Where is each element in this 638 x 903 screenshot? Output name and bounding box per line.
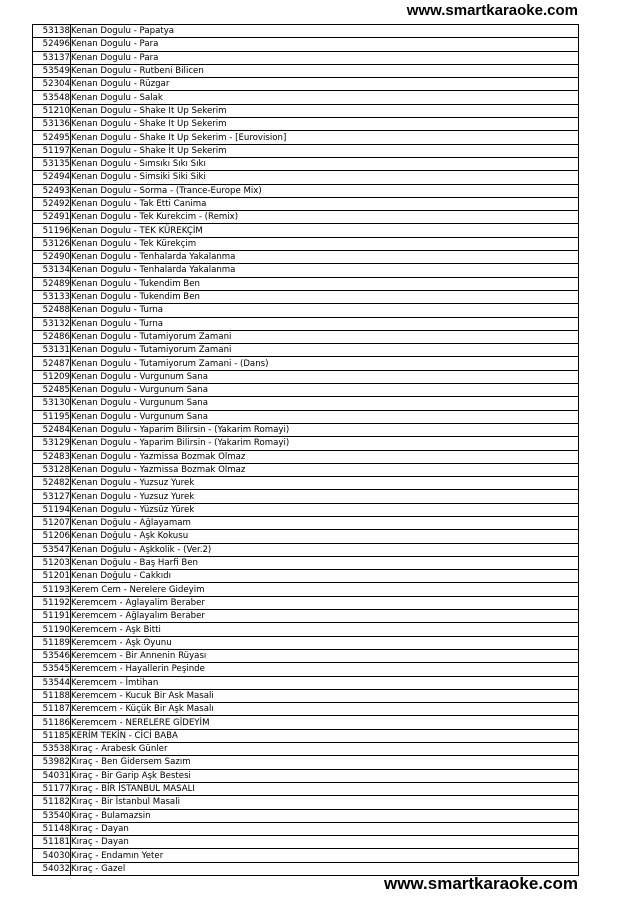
song-row: [33, 782, 579, 795]
song-number: 53982: [33, 756, 71, 769]
song-title: Kenan Doğulu - Aşk Kokusu: [71, 530, 579, 543]
song-title: Kenan Dogulu - Papatya: [71, 25, 579, 38]
song-title: Kıraç - Dayan: [71, 836, 579, 849]
song-number: 52482: [33, 477, 71, 490]
song-number: 53137: [33, 51, 71, 64]
song-row: [33, 809, 579, 822]
song-number: 51189: [33, 636, 71, 649]
song-row: [33, 836, 579, 849]
song-number: 51206: [33, 530, 71, 543]
song-number: 53549: [33, 64, 71, 77]
song-title: Kıraç - Ben Gidersem Sazım: [71, 756, 579, 769]
song-number: 53126: [33, 237, 71, 250]
song-number: 53546: [33, 649, 71, 662]
song-title: Kıraç - Arabesk Günler: [71, 743, 579, 756]
song-title: Kenan Dogulu - Vurgunum Sana: [71, 410, 579, 423]
song-number: 51188: [33, 689, 71, 702]
song-number: 51148: [33, 822, 71, 835]
song-row: [33, 251, 579, 264]
song-number: 51201: [33, 570, 71, 583]
song-title: Kenan Dogulu - Sorma - (Trance-Europe Mix): [71, 184, 579, 197]
song-number: 51185: [33, 729, 71, 742]
song-row: [33, 357, 579, 370]
song-row: [33, 118, 579, 131]
song-row: [33, 330, 579, 343]
song-number: 53136: [33, 118, 71, 131]
song-row: [33, 583, 579, 596]
song-title: Kenan Dogulu - Para: [71, 51, 579, 64]
song-row: [33, 91, 579, 104]
song-row: [33, 51, 579, 64]
song-title: Kenan Dogulu - Tutamiyorum Zamani - (Dans): [71, 357, 579, 370]
song-number: 51209: [33, 370, 71, 383]
song-title: Kenan Doğulu - Baş Harfi Ben: [71, 556, 579, 569]
song-row: [33, 237, 579, 250]
song-title: Kenan Dogulu - Vurgunum Sana: [71, 370, 579, 383]
song-number: 53544: [33, 676, 71, 689]
song-title: Keremcem - Kucuk Bir Ask Masali: [71, 689, 579, 702]
song-number: 53547: [33, 543, 71, 556]
song-number: 51196: [33, 224, 71, 237]
song-row: [33, 317, 579, 330]
song-row: [33, 78, 579, 91]
song-number: 51192: [33, 596, 71, 609]
song-row: [33, 796, 579, 809]
song-number: 52483: [33, 450, 71, 463]
song-title: Kıraç - BİR İSTANBUL MASALI: [71, 782, 579, 795]
song-number: 52487: [33, 357, 71, 370]
song-number: 51210: [33, 104, 71, 117]
song-title: Kenan Dogulu - Para: [71, 38, 579, 51]
song-row: [33, 516, 579, 529]
song-row: [33, 64, 579, 77]
song-row: [33, 224, 579, 237]
song-title: Kenan Dogulu - Yuzsuz Yurek: [71, 490, 579, 503]
song-row: [33, 463, 579, 476]
song-number: 51194: [33, 503, 71, 516]
song-number: 53129: [33, 437, 71, 450]
song-row: [33, 157, 579, 170]
song-title: Kıraç - Dayan: [71, 822, 579, 835]
song-row: [33, 756, 579, 769]
song-title: Kenan Dogulu - Tek Kürekçim: [71, 237, 579, 250]
song-row: [33, 38, 579, 51]
song-title: Kenan Dogulu - Rutbeni Bilicen: [71, 64, 579, 77]
song-row: [33, 290, 579, 303]
song-number: 51186: [33, 716, 71, 729]
song-number: 51191: [33, 610, 71, 623]
song-number: 53132: [33, 317, 71, 330]
song-title: Keremcem - İmtihan: [71, 676, 579, 689]
song-number: 52494: [33, 171, 71, 184]
song-title: Kenan Dogulu - Rüzgar: [71, 78, 579, 91]
song-row: [33, 184, 579, 197]
song-number: 53134: [33, 264, 71, 277]
song-row: [33, 277, 579, 290]
song-number: 51187: [33, 703, 71, 716]
song-row: [33, 211, 579, 224]
song-row: [33, 636, 579, 649]
song-number: 53538: [33, 743, 71, 756]
song-title: Keremcem - Küçük Bir Aşk Masalı: [71, 703, 579, 716]
song-number: 51207: [33, 516, 71, 529]
song-row: [33, 716, 579, 729]
song-row: [33, 503, 579, 516]
song-number: 51182: [33, 796, 71, 809]
song-row: [33, 490, 579, 503]
song-number: 53548: [33, 91, 71, 104]
song-title: Kenan Dogulu - Tek Kurekcim - (Remix): [71, 211, 579, 224]
song-title: Kenan Dogulu - TEK KÜREKÇİM: [71, 224, 579, 237]
song-title: Kenan Dogulu - Yaparim Bilirsin - (Yakarim Romayi): [71, 437, 579, 450]
song-title: Kıraç - Bir Garip Aşk Bestesi: [71, 769, 579, 782]
song-number: 53130: [33, 397, 71, 410]
song-row: [33, 477, 579, 490]
song-number: 52488: [33, 304, 71, 317]
song-row: [33, 423, 579, 436]
song-title: Kenan Dogulu - Yuzsuz Yurek: [71, 477, 579, 490]
song-row: [33, 610, 579, 623]
song-row: [33, 769, 579, 782]
song-title: Kenan Doğulu - Aşkkolik - (Ver.2): [71, 543, 579, 556]
song-number: 54030: [33, 849, 71, 862]
song-title: Kenan Dogulu - Tukendim Ben: [71, 290, 579, 303]
song-title: KERİM TEKİN - CİCİ BABA: [71, 729, 579, 742]
song-title: Kenan Doğulu - Cakkıdı: [71, 570, 579, 583]
song-number: 51193: [33, 583, 71, 596]
song-title: Kenan Dogulu - Yazmissa Bozmak Olmaz: [71, 463, 579, 476]
song-title: Kenan Dogulu - Tukendim Ben: [71, 277, 579, 290]
song-number: 53540: [33, 809, 71, 822]
song-row: [33, 131, 579, 144]
song-title: Keremcem - Aşk Bitti: [71, 623, 579, 636]
song-row: [33, 530, 579, 543]
site-url-footer[interactable]: www.smartkaraoke.com: [383, 874, 578, 893]
song-title: Kerem Cem - Nerelere Gideyim: [71, 583, 579, 596]
song-number: 53127: [33, 490, 71, 503]
song-title: Kenan Dogulu - Turna: [71, 304, 579, 317]
song-row: [33, 849, 579, 862]
song-number: 53128: [33, 463, 71, 476]
song-title: Keremcem - Bir Annenin Rüyası: [71, 649, 579, 662]
song-number: 51203: [33, 556, 71, 569]
song-number: 53138: [33, 25, 71, 38]
song-title: Kıraç - Bulamazsin: [71, 809, 579, 822]
song-row: [33, 543, 579, 556]
song-title: Kenan Dogulu - Tenhalarda Yakalanma: [71, 264, 579, 277]
song-title: Kıraç - Bir İstanbul Masali: [71, 796, 579, 809]
song-row: [33, 570, 579, 583]
song-number: 52489: [33, 277, 71, 290]
song-title: Keremcem - Ağlayalım Beraber: [71, 610, 579, 623]
song-title: Kenan Dogulu - Shake It Up Sekerim - [Eurovision]: [71, 131, 579, 144]
song-title: Kenan Dogulu - Tutamiyorum Zamani: [71, 330, 579, 343]
song-row: [33, 743, 579, 756]
song-number: 51190: [33, 623, 71, 636]
song-row: [33, 450, 579, 463]
song-number: 52484: [33, 423, 71, 436]
song-title: Kıraç - Endamın Yeter: [71, 849, 579, 862]
song-number: 53133: [33, 290, 71, 303]
song-number: 52493: [33, 184, 71, 197]
song-title: Kenan Dogulu - Shake İt Up Sekerim: [71, 144, 579, 157]
song-number: 52304: [33, 78, 71, 91]
song-title: Kenan Dogulu - Turna: [71, 317, 579, 330]
song-row: [33, 410, 579, 423]
song-title: Keremcem - Hayallerin Peşinde: [71, 663, 579, 676]
song-number: 51177: [33, 782, 71, 795]
song-title: Kenan Dogulu - Shake It Up Sekerim: [71, 118, 579, 131]
song-title: Kenan Dogulu - Tak Etti Canima: [71, 197, 579, 210]
song-number: 52492: [33, 197, 71, 210]
song-title: Kenan Dogulu - Vurgunum Sana: [71, 384, 579, 397]
song-title: Keremcem - Aşk Oyunu: [71, 636, 579, 649]
song-title: Kenan Doğulu - Ağlayamam: [71, 516, 579, 529]
site-url-header[interactable]: www.smartkaraoke.com: [406, 2, 578, 19]
song-row: [33, 822, 579, 835]
song-number: 52491: [33, 211, 71, 224]
song-title: Kıraç - Gazel: [71, 862, 579, 875]
song-title: Kenan Dogulu - Yaparim Bilirsin - (Yakarim Romayi): [71, 423, 579, 436]
song-row: [33, 397, 579, 410]
song-number: 52485: [33, 384, 71, 397]
song-row: [33, 703, 579, 716]
song-row: [33, 676, 579, 689]
song-row: [33, 384, 579, 397]
song-title: Kenan Dogulu - Yüzsüz Yürek: [71, 503, 579, 516]
song-title: Kenan Dogulu - Tutamiyorum Zamani: [71, 344, 579, 357]
song-row: [33, 370, 579, 383]
song-row: [33, 197, 579, 210]
song-row: [33, 689, 579, 702]
song-number: 51195: [33, 410, 71, 423]
song-title: Kenan Dogulu - Tenhalarda Yakalanma: [71, 251, 579, 264]
song-number: 52495: [33, 131, 71, 144]
song-row: [33, 623, 579, 636]
song-row: [33, 556, 579, 569]
song-number: 52490: [33, 251, 71, 264]
song-row: [33, 344, 579, 357]
song-title: Keremcem - Aglayalim Beraber: [71, 596, 579, 609]
song-list-body: [33, 25, 579, 876]
song-number: 53135: [33, 157, 71, 170]
song-row: [33, 171, 579, 184]
song-row: [33, 264, 579, 277]
song-number: 51197: [33, 144, 71, 157]
song-title: Keremcem - NERELERE GİDEYİM: [71, 716, 579, 729]
song-number: 54031: [33, 769, 71, 782]
song-row: [33, 649, 579, 662]
song-title: Kenan Dogulu - Yazmissa Bozmak Olmaz: [71, 450, 579, 463]
song-row: [33, 144, 579, 157]
song-row: [33, 25, 579, 38]
song-number: 52496: [33, 38, 71, 51]
song-row: [33, 596, 579, 609]
song-title: Kenan Dogulu - Shake It Up Sekerim: [71, 104, 579, 117]
song-title: Kenan Dogulu - Salak: [71, 91, 579, 104]
song-row: [33, 663, 579, 676]
song-number: 53131: [33, 344, 71, 357]
song-list-table: [32, 24, 579, 876]
song-row: [33, 729, 579, 742]
song-title: Kenan Dogulu - Sımsıkı Sıkı Sıkı: [71, 157, 579, 170]
song-number: 52486: [33, 330, 71, 343]
song-row: [33, 304, 579, 317]
song-title: Kenan Dogulu - Simsiki Siki Siki: [71, 171, 579, 184]
song-row: [33, 437, 579, 450]
song-title: Kenan Dogulu - Vurgunum Sana: [71, 397, 579, 410]
song-number: 54032: [33, 862, 71, 875]
song-row: [33, 104, 579, 117]
song-number: 51181: [33, 836, 71, 849]
song-number: 53545: [33, 663, 71, 676]
